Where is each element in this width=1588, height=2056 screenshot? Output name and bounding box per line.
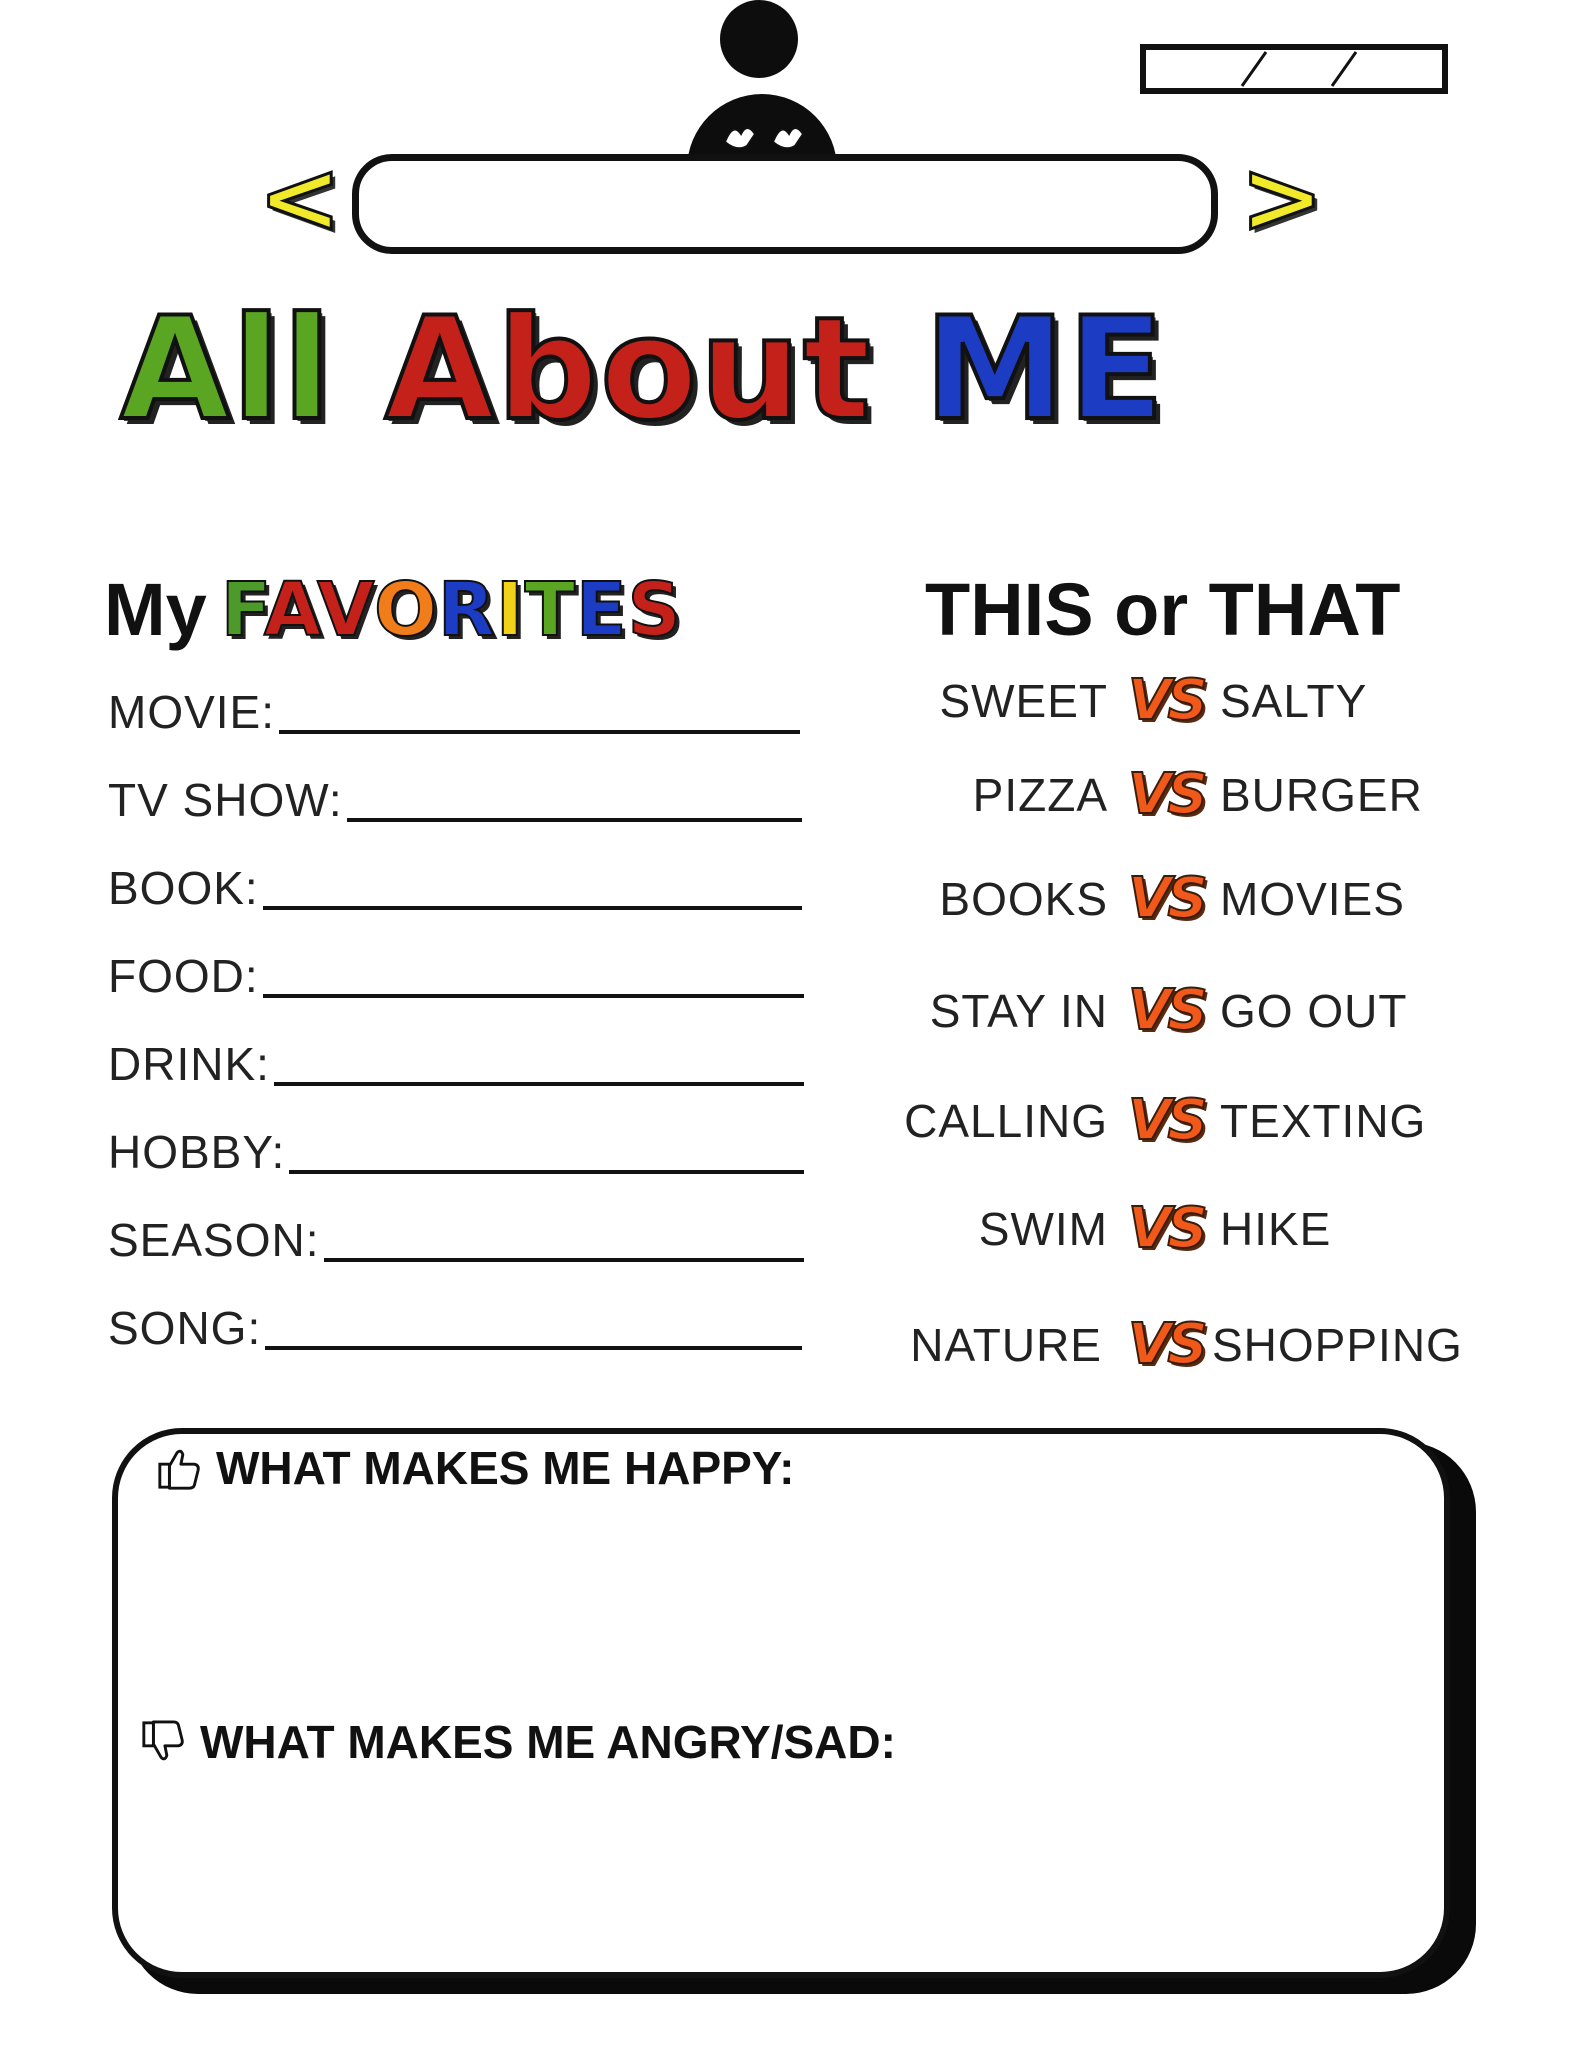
- option-right[interactable]: SALTY: [1220, 675, 1368, 727]
- vs-badge: VS: [1128, 1312, 1204, 1377]
- this-or-that-row: [880, 666, 1500, 736]
- option-right[interactable]: HIKE: [1220, 1203, 1332, 1255]
- favorite-row-tv-show: [108, 768, 802, 828]
- favorites-heading-letter: T: [524, 567, 577, 653]
- option-right[interactable]: GO OUT: [1220, 985, 1408, 1037]
- favorite-row-movie: [108, 680, 800, 740]
- favorites-heading: [104, 567, 682, 653]
- avatar-head: [720, 0, 798, 78]
- favorite-label: FOOD:: [108, 950, 259, 1002]
- thumbs-up-icon: [156, 1445, 202, 1491]
- this-or-that-heading: THIS or THAT: [925, 568, 1401, 651]
- favorites-heading-word: [221, 567, 682, 653]
- favorite-row-season: [108, 1208, 804, 1268]
- date-slashes: [1146, 50, 1442, 88]
- favorites-heading-letter: A: [263, 567, 318, 653]
- vs-badge: VS: [1128, 1196, 1204, 1261]
- favorite-answer-line[interactable]: [289, 1170, 804, 1174]
- this-or-that-row: [880, 1310, 1500, 1380]
- favorites-heading-my: My: [104, 568, 207, 651]
- happy-label: WHAT MAKES ME HAPPY:: [216, 1442, 795, 1494]
- favorite-answer-line[interactable]: [324, 1258, 804, 1262]
- this-or-that-row: [880, 1194, 1500, 1264]
- favorite-row-song: [108, 1296, 802, 1356]
- sad-row: [140, 1714, 896, 1770]
- option-left[interactable]: PIZZA: [972, 769, 1108, 821]
- favorite-label: SONG:: [108, 1302, 262, 1354]
- date-box[interactable]: [1140, 44, 1448, 94]
- favorite-answer-line[interactable]: [265, 1346, 802, 1350]
- favorites-heading-letter: E: [576, 567, 628, 653]
- feelings-box[interactable]: [112, 1428, 1450, 1978]
- favorites-heading-letter: S: [627, 567, 682, 653]
- favorite-answer-line[interactable]: [274, 1082, 804, 1086]
- favorite-answer-line[interactable]: [347, 818, 802, 822]
- option-right[interactable]: SHOPPING: [1212, 1319, 1463, 1371]
- this-or-that-row: [880, 976, 1500, 1046]
- favorite-answer-line[interactable]: [263, 994, 804, 998]
- vs-badge: VS: [1128, 762, 1204, 827]
- favorites-heading-letter: F: [220, 567, 264, 653]
- favorite-label: SEASON:: [108, 1214, 320, 1266]
- option-left[interactable]: BOOKS: [939, 873, 1108, 925]
- this-or-that-row: [880, 864, 1500, 934]
- vs-badge: VS: [1128, 1088, 1204, 1153]
- favorite-label: BOOK:: [108, 862, 259, 914]
- favorite-label: DRINK:: [108, 1038, 270, 1090]
- title-word-about: About: [384, 287, 873, 452]
- favorite-label: MOVIE:: [108, 686, 276, 738]
- option-left[interactable]: SWEET: [939, 675, 1108, 727]
- page-title: [120, 287, 1400, 452]
- favorite-row-hobby: [108, 1120, 804, 1180]
- favorite-label: TV SHOW:: [108, 774, 343, 826]
- happy-row: [156, 1440, 794, 1496]
- option-left[interactable]: NATURE: [910, 1319, 1102, 1371]
- arrow-left-icon: <: [258, 139, 342, 256]
- favorites-heading-letter: O: [374, 567, 439, 653]
- name-field[interactable]: [352, 154, 1218, 254]
- favorite-answer-line[interactable]: [263, 906, 802, 910]
- this-or-that-row: [880, 1086, 1500, 1156]
- favorites-heading-letter: R: [438, 567, 497, 653]
- option-left[interactable]: CALLING: [904, 1095, 1108, 1147]
- vs-badge: VS: [1128, 668, 1204, 733]
- option-right[interactable]: TEXTING: [1220, 1095, 1427, 1147]
- vs-badge: VS: [1128, 866, 1204, 931]
- sad-label: WHAT MAKES ME ANGRY/SAD:: [200, 1716, 896, 1768]
- favorite-row-book: [108, 856, 802, 916]
- favorite-label: HOBBY:: [108, 1126, 286, 1178]
- vs-badge: VS: [1128, 978, 1204, 1043]
- option-right[interactable]: BURGER: [1220, 769, 1423, 821]
- favorite-row-drink: [108, 1032, 804, 1092]
- option-left[interactable]: SWIM: [978, 1203, 1108, 1255]
- favorites-heading-letter: I: [496, 567, 525, 653]
- favorites-heading-letter: V: [317, 567, 375, 653]
- title-word-me: ME: [924, 287, 1167, 452]
- title-word-all: All: [120, 287, 334, 452]
- favorite-row-food: [108, 944, 804, 1004]
- this-or-that-row: [880, 760, 1500, 830]
- option-left[interactable]: STAY IN: [929, 985, 1108, 1037]
- arrow-right-icon: >: [1240, 139, 1324, 256]
- thumbs-down-icon: [140, 1719, 186, 1765]
- option-right[interactable]: MOVIES: [1220, 873, 1405, 925]
- favorite-answer-line[interactable]: [279, 730, 800, 734]
